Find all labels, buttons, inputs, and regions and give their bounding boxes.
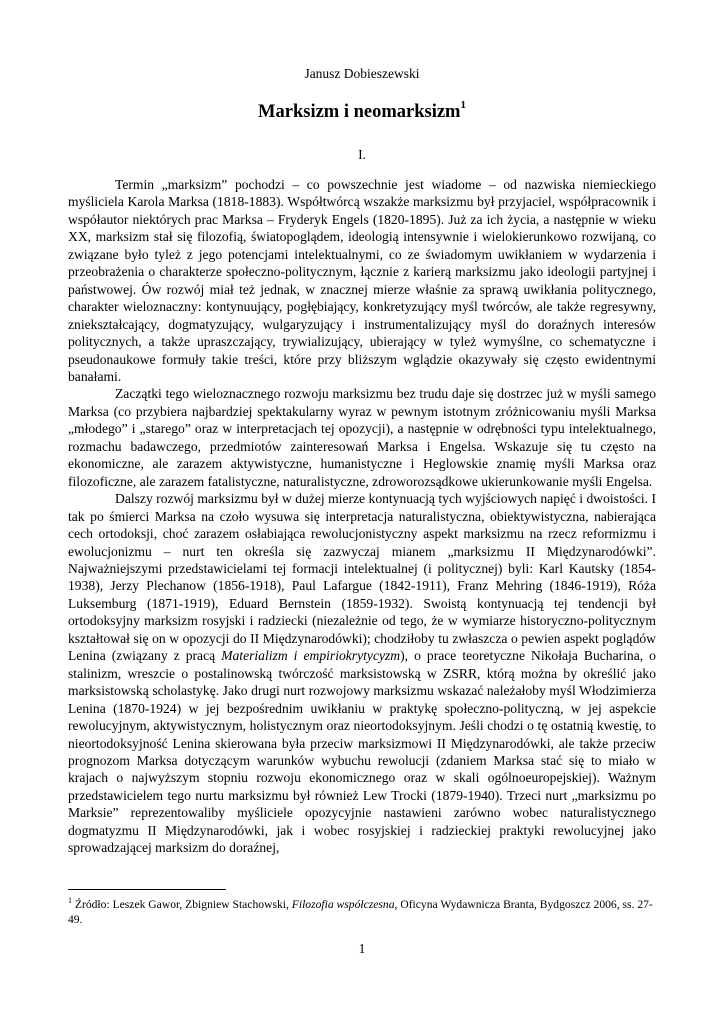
body-text — [68, 176, 656, 857]
title-text: Marksizm i neomarksizm — [258, 102, 461, 123]
author-name: Janusz Dobieszewski — [304, 66, 420, 81]
italic-title-text: Filozofia współczesna — [291, 897, 395, 911]
footnote-separator — [68, 889, 226, 890]
footnote — [68, 893, 656, 927]
italic-title-text: Materializm i empiriokrytycyzm — [221, 648, 401, 664]
text-run: ), o prace teoretyczne Nikołaja Bucharina, o stalinizm, wreszcie o postalinowską twórczość marksistowską w ZSRR, którą można by określić jako marksistowską scholastykę. Jako drugi nurt rozwojowy marksizmu wskazać należałoby myśl Włodzimierza Lenina (1870-1924) w jej bezpośrednim uwikłaniu w praktykę społeczno-polityczną, w jej aspekcie rewolucyjnym, aktywistycznym, holistycznym oraz nieortodoksyjnym. Jeśli chodzi o tę ostatnią kwestię, to nieortodoksyjność Lenina skierowana była przeciw marksizmowi II Międzynarodówki, ale także przeciw prognozom Marksa dotyczącym warunków wybuchu rewolucji (zdaniem Marksa stać się to miało w krajach o najwyższym stopniu rozwoju ekonomicznego oraz w skali ogólnoeuropejskiej). Ważnym przedstawicielem tego nurtu marksizmu był również Lew Trocki (1879-1940). Trzeci nurt „marksizmu po Marksie” reprezentowaliby myśliciele opozycyjnie nastawieni zarówno wobec naturalistycznego dogmatyzmu II Międzynarodówki, jak i wobec rosyjskiej i radzieckiej praktyki rewolucyjnej jako sprowadzającej marksizm do doraźnej, — [68, 648, 656, 856]
paragraph — [68, 385, 656, 490]
text-run: Źródło: Leszek Gawor, Zbigniew Stachowski, — [72, 897, 292, 911]
text-run: Zaczątki tego wieloznacznego rozwoju marksizmu bez trudu daje się dostrzec już w myśli samego Marksa (co przybiera najbardziej spektakularny wyraz w pewnym istotnym zróżnicowaniu myśli Marksa „młodego” i „starego” oraz w interpretacjach tej opozycji), a następnie w odrębności typu intelektualnego, rozmachu badawczego, przedmiotów zainteresowań Marksa i Engelsa. Wskazuje się tu często na ekonomiczne, ale zarazem aktywistyczne, humanistyczne i Heglowskie znamię myśli Marksa oraz filozoficzne, ale zarazem fatalistyczne, naturalistyczne, zdroworozsądkowe ukierunkowanie myśli Engelsa. — [68, 386, 656, 489]
text-run: , Oficyna Wydawnicza Branta, Bydgoszcz 2006, ss. 27-49. — [68, 897, 653, 926]
paragraph — [68, 176, 656, 385]
section-number: I. — [358, 147, 366, 162]
page-title — [0, 101, 724, 123]
footnote-marker: 1 — [68, 896, 72, 905]
text-run: Dalszy rozwój marksizmu był w dużej mierze kontynuacją tych wyjściowych napięć i dwoistości. I tak po śmierci Marksa na czoło wysuwa się interpretacja naturalistyczna, obiektywistyczna, nabierająca cech ortodoksji, choć zarazem osłabiająca rewolucjonistyczny aspekt marksizmu na rzecz reformizmu i ewolucjonizmu – nurt ten określa się zazwyczaj mianem „marksizmu II Międzynarodówki”. Najważniejszymi przedstawicielami tej formacji intelektualnej (i politycznej) byli: Karl Kautsky (1854-1938), Jerzy Plechanow (1856-1918), Paul Lafargue (1842-1911), Franz Mehring (1846-1919), Róża Luksemburg (1871-1919), Eduard Bernstein (1859-1932). Swoistą kontynuacją tej tendencji był ortodoksyjny marksizm rosyjski i radziecki (niezależnie od tego, że w wymiarze historyczno-politycznym kształtował się on w opozycji do II Międzynarodówki); chodziłoby tu zwłaszcza o pewien aspekt poglądów Lenina (związany z pracą — [68, 491, 656, 664]
text-run: Termin „marksizm” pochodzi – co powszechnie jest wiadome – od nazwiska niemieckiego myśliciela Karola Marksa (1818-1883). Współtwórcą wszakże marksizmu był przyjaciel, współpracownik i współautor niektórych prac Marksa – Fryderyk Engels (1820-1895). Już za ich życia, a następnie w wieku XX, marksizm stał się filozofią, światopoglądem, ideologią intensywnie i wielokierunkowo rozwijaną, co związane było tyleż z jego potencjami intelektualnymi, co ze świadomym uwikłaniem w wydarzenia i przeobrażenia o charakterze społeczno-politycznym, łącznie z karierą marksizmu jako ideologii partyjnej i państwowej. Ów rozwój miał też jednak, w znacznej mierze właśnie za sprawą uwikłania politycznego, charakter wieloznaczny: kontynuujący, pogłębiający, konkretyzujący myśl twórców, ale także regresywny, zniekształcający, dogmatyzujący, wulgaryzujący i instrumentalizujący myśl do doraźnych interesów politycznych, a także upraszczający, trywializujący, ubierający w tyleż wymyślne, co schematyczne i pseudonaukowe formuły takie treści, które przy bliższym wglądzie okazywały się często ewidentnymi banałami. — [68, 177, 656, 384]
footnote-text — [68, 898, 653, 926]
paragraph — [68, 490, 656, 857]
page-number: 1 — [358, 941, 366, 956]
title-footnote-marker: 1 — [460, 99, 466, 111]
